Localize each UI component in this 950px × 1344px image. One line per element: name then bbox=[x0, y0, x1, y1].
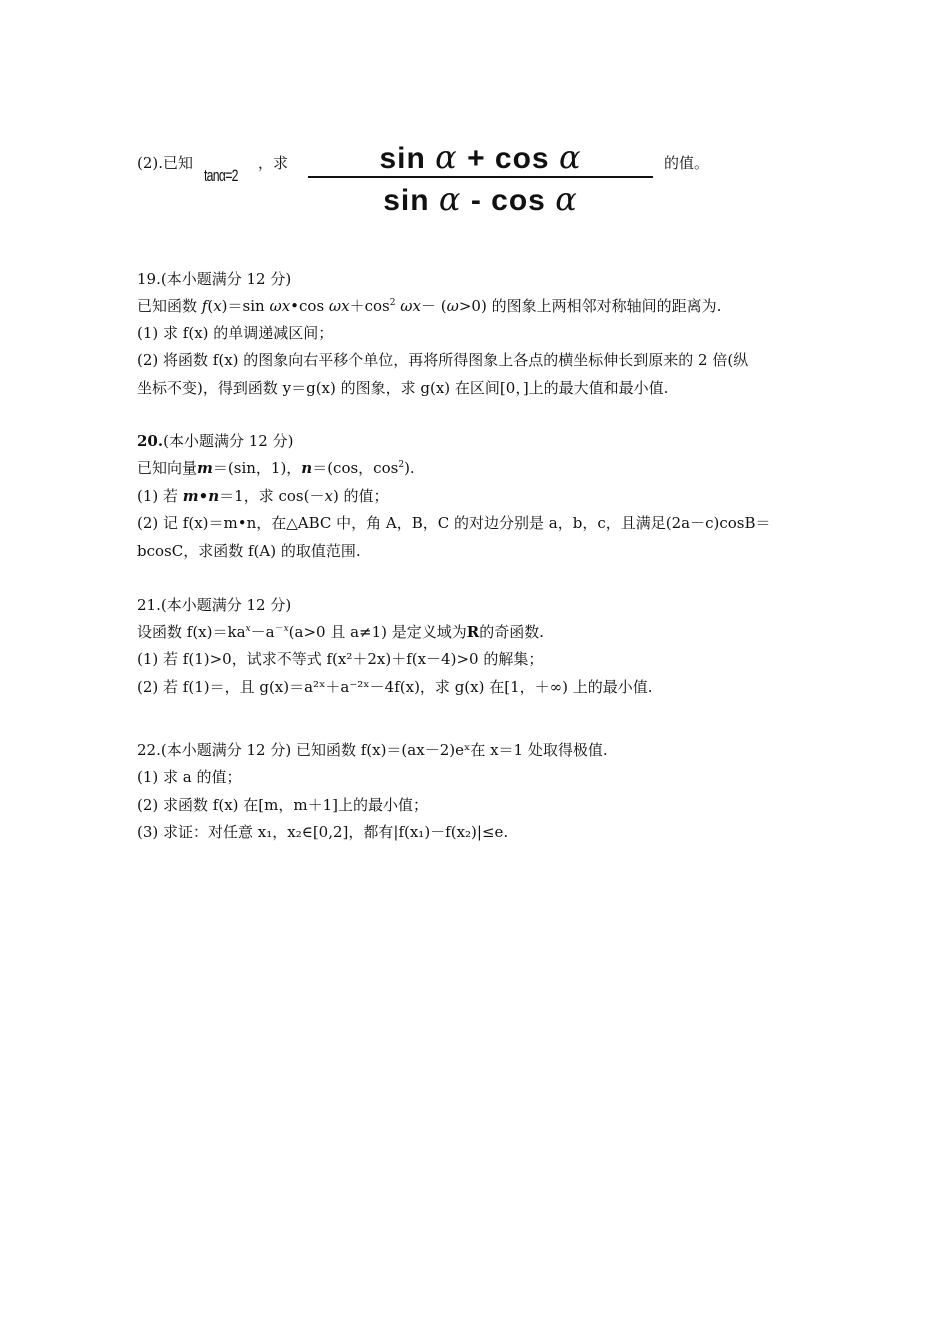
fraction-bar bbox=[308, 176, 653, 178]
p20-line4: bcosC，求函数 f(A) 的取值范围. bbox=[137, 542, 361, 560]
p20-line3: (2) 记 f(x)＝m•n，在△ABC 中，角 A，B，C 的对边分别是 a，b，c，且满足(2a－c)cosB＝ bbox=[137, 514, 771, 532]
p20-line1: 已知向量m＝(sin，1)，n＝(cos，$\cos^2$). bbox=[137, 459, 415, 477]
p21-line2: (1) 若 f(1)>0，试求不等式 f(x²＋2x)＋f(x－4)>0 的解集； bbox=[137, 650, 544, 668]
fraction-numerator: sin α + cos α bbox=[379, 138, 582, 176]
p20-heading: 20.(本小题满分 12 分) bbox=[137, 432, 294, 450]
p19-line1: 已知函数 f(x)＝sin ωx•cos $\omega x+\cos^2$ ωx－ (ω>0) 的图象上两相邻对称轴间的距离为. bbox=[137, 297, 722, 315]
p21-line1: 设函数 $f(x)=ka^x-a^{-x}(a>0$ 且 a≠1) 是定义域为R的奇函数. bbox=[137, 623, 545, 641]
fraction-denominator: sin α - cos α bbox=[383, 180, 578, 218]
p22-line4: (3) 求证：对任意 x₁，x₂∈[0,2]，都有|f(x₁)－f(x₂)|≤e. bbox=[137, 823, 509, 841]
p21-heading: 21.(本小题满分 12 分) bbox=[137, 596, 292, 614]
fraction-expression bbox=[308, 138, 653, 218]
p22-line2: (1) 求 a 的值； bbox=[137, 768, 242, 786]
p18-prefix: (2).已知 bbox=[137, 154, 194, 172]
p19-heading: 19.(本小题满分 12 分) bbox=[137, 270, 292, 288]
tan-alpha-equals-2: tanα=2 bbox=[204, 166, 238, 185]
p19-line3: (2) 将函数 f(x) 的图象向右平移个单位，再将所得图象上各点的横坐标伸长到原来的 2 倍(纵 bbox=[137, 351, 749, 369]
p18-suffix: 的值。 bbox=[664, 154, 710, 172]
p20-line2: (1) 若 m•n＝1，求 cos(－x) 的值； bbox=[137, 487, 389, 505]
p21-line3: (2) 若 f(1)＝，且 g(x)＝a²ˣ＋a⁻²ˣ－4f(x)，求 g(x) 在[1，＋∞) 上的最小值. bbox=[137, 678, 653, 696]
p22-heading: 22.(本小题满分 12 分) 已知函数 f(x)＝(ax－2)eˣ在 x＝1 处取得极值. bbox=[137, 741, 608, 759]
p22-line3: (2) 求函数 f(x) 在[m，m＋1]上的最小值； bbox=[137, 796, 428, 814]
p19-line4: 坐标不变)，得到函数 y＝g(x) 的图象，求 g(x) 在区间[0，]上的最大值和最小值. bbox=[137, 379, 669, 397]
p19-line2: (1) 求 f(x) 的单调递减区间； bbox=[137, 324, 334, 342]
p18-ask: ，求 bbox=[258, 154, 289, 172]
